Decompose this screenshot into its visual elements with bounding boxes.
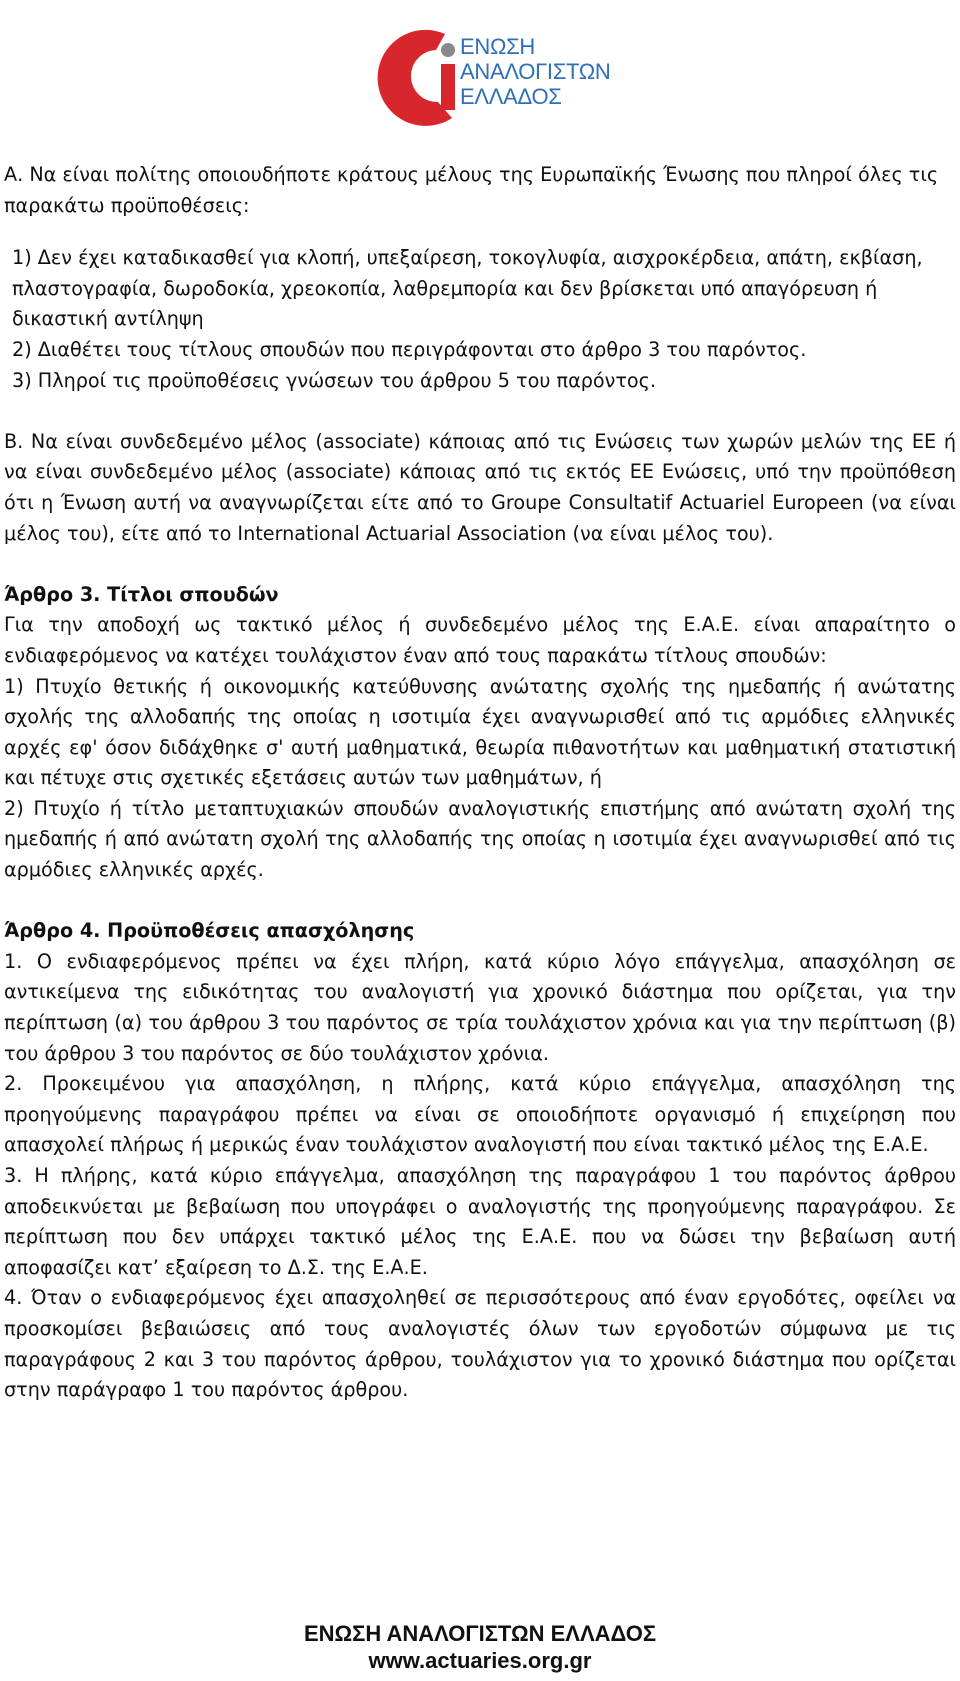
article-4-item-2: 2. Προκειμένου για απασχόληση, η πλήρης, κατά κύριο επάγγελμα, απασχόληση της προηγούμενης παραγράφου πρέπει να είναι σε οποιοδήποτε οργανισμό ή επιχείρηση που απασχολεί πλήρως ή μερικώς έναν τουλάχιστον αναλογιστή που είναι τακτικό μέλος της Ε.Α.Ε. <box>4 1072 956 1157</box>
footer-website-link[interactable]: www.actuaries.org.gr <box>368 1648 592 1673</box>
logo-red-arc-icon <box>378 30 452 126</box>
footer-org-name: ΕΝΩΣΗ ΑΝΑΛΟΓΙΣΤΩΝ ΕΛΛΑΔΟΣ <box>303 1621 657 1646</box>
logo-text <box>460 34 611 109</box>
article-4-title: Άρθρο 4. Προϋποθέσεις απασχόλησης <box>4 919 415 943</box>
section-a-item-1: 1) Δεν έχει καταδικασθεί για κλοπή, υπεξαίρεση, τοκογλυφία, αισχροκέρδεια, απάτη, εκβίαση, πλαστογραφία, δωροδοκία, χρεοκοπία, λαθρεμπορία και δεν βρίσκεται υπό απαγόρευση ή δικαστική αντίληψη <box>12 246 923 331</box>
article-3-item-1: 1) Πτυχίο θετικής ή οικονομικής κατεύθυνσης ανώτατης σχολής της ημεδαπής ή ανώτατης σχολής της αλλοδαπής της οποίας η ισοτιμία έχει αναγνωρισθεί από τις αρμόδιες ελληνικές αρχές εφ' όσον διδάχθηκε σ' αυτή μαθηματικά, θεωρία πιθανοτήτων και μαθηματική στατιστική και πέτυχε στις σχετικές εξετάσεις αυτών των μαθημάτων, ή <box>4 674 956 790</box>
article-4-item-1: 1. Ο ενδιαφερόμενος πρέπει να έχει πλήρη, κατά κύριο λόγο επάγγελμα, απασχόληση σε αντικείμενα της ειδικότητας του αναλογιστή για χρονικό διάστημα που ορίζεται, για την περίπτωση (α) του άρθρου 3 του παρόντος σε τρία τουλάχιστον χρόνια και για την περίπτωση (β) του άρθρου 3 του παρόντος σε δύο τουλάχιστον χρόνια. <box>4 949 956 1065</box>
section-a-item-3: 3) Πληροί τις προϋποθέσεις γνώσεων του άρθρου 5 του παρόντος. <box>12 368 657 392</box>
section-b-text: Β. Να είναι συνδεδεμένο μέλος (associate) κάποιας από τις Ενώσεις των χωρών μελών της ΕΕ ή να είναι συνδεδεμένο μέλος (associate) κάποιας από τις εκτός ΕΕ Ενώσεις, υπό την προϋπόθεση ότι η Ένωση αυτή να αναγνωρίζεται είτε από το Groupe Consultatif Actuariel Europeen (να είναι μέλος του), είτε από το International Actuarial Association (να είναι μέλος του). <box>4 429 956 545</box>
logo-line-1: ΕΝΩΣΗ <box>460 34 535 59</box>
logo-line-2: ΑΝΑΛΟΓΙΣΤΩΝ <box>460 59 611 84</box>
article-3-intro: Για την αποδοχή ως τακτικό μέλος ή συνδεδεμένο μέλος της Ε.Α.Ε. είναι απαραίτητο ο ενδιαφερόμενος να κατέχει τουλάχιστον έναν από τους παρακάτω τίτλους σπουδών: <box>4 613 956 667</box>
logo-red-stem-icon <box>441 64 455 110</box>
section-a-intro: Α. Να είναι πολίτης οποιουδήποτε κράτους μέλους της Ευρωπαϊκής Ένωσης που πληροί όλες τις παρακάτω προϋποθέσεις: <box>4 163 939 217</box>
logo-line-3: ΕΛΛΑΔΟΣ <box>460 84 562 109</box>
article-4-item-3: 3. Η πλήρης, κατά κύριο επάγγελμα, απασχόληση της παραγράφου 1 του παρόντος άρθρου αποδεικνύεται με βεβαίωση που υπογράφει ο αναλογιστής της προηγούμενης παραγράφου. Σε περίπτωση που δεν υπάρχει τακτικό μέλος της Ε.Α.Ε. που να δώσει την βεβαίωση αυτή αποφασίζει κατ’ εξαίρεση το Δ.Σ. της Ε.Α.Ε. <box>4 1164 956 1279</box>
article-4-item-4: 4. Όταν ο ενδιαφερόμενος έχει απασχοληθεί σε περισσότερους από έναν εργοδότες, οφείλει να προσκομίσει βεβαιώσεις από τους αναλογιστές όλων των εργοδοτών σύμφωνα με τις παραγράφους 2 και 3 του παρόντος άρθρου, τουλάχιστον για το χρονικό διάστημα που ορίζεται στην παράγραφο 1 του παρόντος άρθρου. <box>4 1286 956 1402</box>
document-body <box>4 160 956 1406</box>
page-footer <box>0 1620 960 1674</box>
logo-grey-dot-icon <box>441 43 455 57</box>
article-3-title: Άρθρο 3. Τίτλοι σπουδών <box>4 582 279 606</box>
article-3-item-2: 2) Πτυχίο ή τίτλο μεταπτυχιακών σπουδών αναλογιστικής επιστήμης από ανώτατη σχολή της ημεδαπής ή από ανώτατη σχολή της αλλοδαπής της οποίας η ισοτιμία έχει αναγνωρισθεί από τις αρμόδιες ελληνικές αρχές. <box>4 796 956 882</box>
section-a-item-2: 2) Διαθέτει τους τίτλους σπουδών που περιγράφονται στο άρθρο 3 του παρόντος. <box>12 337 807 361</box>
